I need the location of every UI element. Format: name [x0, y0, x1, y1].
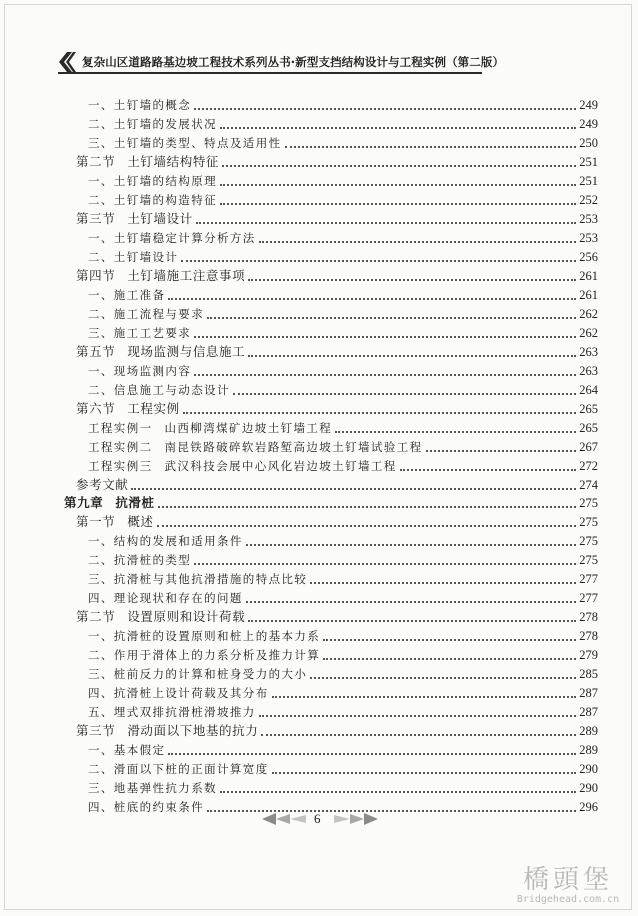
dot-leader	[157, 524, 577, 527]
toc-entry-text: 四、桩底的约束条件	[88, 800, 205, 814]
toc-entry-title	[88, 590, 243, 606]
toc-entry-title	[76, 607, 245, 625]
dot-leader	[196, 221, 576, 224]
dot-leader	[181, 259, 576, 262]
toc-entry-title	[88, 533, 243, 549]
toc-entry-title	[88, 439, 423, 455]
toc-entry-text: 二、作用于滑体上的力系分析及推力计算	[88, 648, 321, 662]
toc-entry-title	[88, 116, 217, 132]
toc-subsection-entry	[88, 229, 598, 246]
toc-page-number: 263	[579, 345, 598, 359]
toc-entry-text: 土钉墙施工注意事项	[127, 268, 246, 283]
toc-page-number: 251	[579, 174, 598, 188]
toc-page-number: 272	[579, 459, 598, 473]
toc-subsection-entry	[88, 419, 598, 436]
toc-entry-title	[76, 399, 180, 417]
toc-entry-text: 二、土钉墙设计	[88, 250, 179, 264]
toc-page-number: 253	[579, 231, 598, 245]
toc-page-number: 267	[579, 440, 598, 454]
toc-entry-text: 一、结构的发展和适用条件	[88, 534, 243, 548]
dot-leader	[168, 752, 576, 755]
toc-entry-text: 一、抗滑桩的设置原则和桩上的基本力系	[88, 629, 321, 643]
toc-page-number: 263	[579, 364, 598, 378]
toc-entry-text: 山西柳湾煤矿边坡土钉墙工程	[164, 421, 333, 435]
toc-entry-title	[88, 761, 269, 777]
toc-entry-label: 第一节	[76, 514, 116, 529]
dot-leader	[246, 600, 576, 603]
toc-entry-label: 第二节	[76, 609, 116, 624]
toc-entry-title	[88, 742, 165, 758]
toc-subsection-entry	[88, 191, 598, 208]
toc-subsection-entry	[88, 646, 598, 663]
toc-entry-title	[76, 512, 154, 530]
toc-entry-label: 第九章	[64, 495, 104, 510]
toc-entry-text: 一、施工准备	[88, 288, 166, 302]
watermark	[508, 866, 628, 908]
dot-leader	[310, 581, 576, 584]
toc-page-number: 279	[579, 648, 598, 662]
toc-page-number: 289	[579, 743, 598, 757]
dot-leader	[248, 354, 576, 357]
toc-entry-title	[76, 266, 245, 284]
toc-subsection-entry	[88, 381, 598, 398]
dot-leader	[233, 392, 576, 395]
toc-entry-text: 设置原则和设计荷载	[127, 609, 246, 624]
toc-entry-title	[88, 230, 256, 246]
toc-entry-text: 一、土钉墙稳定计算分析方法	[88, 231, 256, 245]
dot-leader	[400, 468, 577, 471]
toc-entry-title	[88, 685, 269, 701]
toc-page-number: 251	[579, 155, 598, 169]
toc-subsection-entry	[88, 627, 598, 644]
toc-section-entry	[76, 267, 598, 284]
toc-entry-title	[88, 552, 191, 568]
dot-leader	[323, 638, 576, 641]
dot-leader	[272, 695, 577, 698]
toc-entry-text: 参考文献	[76, 477, 129, 492]
toc-entry-title	[76, 342, 245, 360]
toc-entry-title	[88, 287, 165, 303]
dot-leader	[310, 676, 576, 679]
dot-leader	[168, 297, 576, 300]
toc-entry-label: 第四节	[76, 268, 116, 283]
toc-section-entry	[76, 400, 598, 417]
toc-page-number: 277	[579, 572, 598, 586]
toc-subsection-entry	[88, 551, 598, 568]
toc-subsection-entry	[88, 286, 598, 303]
toc-page-number: 275	[579, 496, 598, 510]
toc-section-entry	[76, 476, 598, 493]
series-title: 复杂山区道路路基边坡工程技术系列丛书·新型支挡结构设计与工程实例（第二版）	[82, 55, 505, 69]
dot-leader	[183, 411, 577, 414]
toc-subsection-entry	[88, 362, 598, 379]
dot-leader	[207, 316, 576, 319]
toc-section-entry	[76, 210, 598, 227]
toc-page-number: 262	[579, 307, 598, 321]
toc-entry-title	[88, 173, 217, 189]
toc-entry-text: 二、滑面以下桩的正面计算宽度	[88, 762, 269, 776]
dot-leader	[220, 202, 576, 205]
toc-entry-text: 三、土钉墙的类型、特点及适用性	[88, 136, 282, 150]
toc-entry-title	[76, 209, 193, 227]
toc-entry-title	[88, 325, 191, 341]
toc-entry-text: 一、土钉墙的概念	[88, 98, 192, 112]
toc-entry-title	[88, 135, 282, 151]
toc-entry-title	[76, 475, 128, 493]
toc-entry-label: 第五节	[76, 344, 116, 359]
toc-entry-text: 四、抗滑桩上设计荷载及其分布	[88, 686, 269, 700]
toc-entry-label: 第三节	[76, 723, 116, 738]
left-arrow-ornament-icon	[262, 813, 308, 825]
toc-entry-title	[88, 647, 320, 663]
toc-page-number: 253	[579, 212, 598, 226]
toc-subsection-entry	[88, 760, 598, 777]
toc-entry-title	[88, 458, 397, 474]
toc-page-number: 264	[579, 383, 598, 397]
watermark-url: Bridgehead.com.cn	[516, 894, 620, 905]
toc-subsection-entry	[88, 779, 598, 796]
toc-subsection-entry	[88, 248, 598, 265]
toc-page-number: 275	[579, 534, 598, 548]
toc-entry-label: 第三节	[76, 211, 116, 226]
dot-leader	[259, 714, 577, 717]
toc-entry-text: 概述	[127, 514, 154, 529]
toc-entry-label: 工程实例一	[88, 421, 153, 435]
toc-entry-title	[88, 249, 178, 265]
toc-page-number: 290	[579, 762, 598, 776]
toc-entry-text: 武汉科技会展中心风化岩边坡土钉墙工程	[164, 459, 397, 473]
toc-subsection-entry	[88, 172, 598, 189]
dot-leader	[248, 619, 576, 622]
toc-entry-label: 第二节	[76, 154, 116, 169]
toc-entry-label: 工程实例二	[88, 440, 153, 454]
dot-leader	[259, 240, 577, 243]
toc-entry-text: 二、抗滑桩的类型	[88, 553, 192, 567]
toc-entry-text: 一、土钉墙的结构原理	[88, 174, 217, 188]
toc-entry-title	[88, 704, 256, 720]
dot-leader	[220, 126, 576, 129]
dot-leader	[222, 164, 576, 167]
toc-subsection-entry	[88, 570, 598, 587]
toc-page-number: 278	[579, 629, 598, 643]
dot-leader	[220, 790, 576, 793]
toc-entry-text: 土钉墙结构特征	[127, 154, 220, 169]
toc-subsection-entry	[88, 115, 598, 132]
toc-subsection-entry	[88, 457, 598, 474]
toc-subsection-entry	[88, 305, 598, 322]
toc-entry-title	[88, 363, 191, 379]
toc-page-number: 278	[579, 610, 598, 624]
toc-entry-label: 第六节	[76, 401, 116, 416]
dot-leader	[194, 107, 576, 110]
page-number: 6	[314, 811, 321, 826]
toc-subsection-entry	[88, 134, 598, 151]
dot-leader	[261, 733, 576, 736]
toc-entry-text: 五、埋式双排抗滑桩滑坡推力	[88, 705, 256, 719]
dot-leader	[194, 373, 576, 376]
dot-leader	[246, 543, 576, 546]
toc-page-number: 249	[579, 117, 598, 131]
toc-entry-text: 滑动面以下地基的抗力	[127, 723, 259, 738]
toc-subsection-entry	[88, 684, 598, 701]
toc-entry-title	[76, 721, 258, 739]
toc-entry-title	[88, 780, 217, 796]
toc-page-number: 296	[579, 800, 598, 814]
dot-leader	[272, 771, 577, 774]
dot-leader	[335, 430, 576, 433]
toc-entry-text: 三、地基弹性抗力系数	[88, 781, 217, 795]
toc-entry-title	[88, 799, 204, 815]
toc-page-number: 265	[579, 421, 598, 435]
toc-section-entry	[76, 608, 598, 625]
toc-entry-text: 三、施工工艺要求	[88, 326, 192, 340]
toc-section-entry	[76, 722, 598, 739]
toc-entry-title	[88, 571, 307, 587]
toc-entry-title	[76, 152, 219, 170]
toc-page-number: 252	[579, 193, 598, 207]
toc-entry-text: 三、桩前反力的计算和桩身受力的大小	[88, 667, 308, 681]
toc-entry-text: 二、施工流程与要求	[88, 307, 205, 321]
toc-page-number: 274	[579, 478, 598, 492]
toc-subsection-entry	[88, 589, 598, 606]
toc-page-number: 290	[579, 781, 598, 795]
toc-entry-text: 二、土钉墙的发展状况	[88, 117, 217, 131]
dot-leader	[285, 145, 577, 148]
toc-page-number: 261	[579, 269, 598, 283]
toc-subsection-entry	[88, 665, 598, 682]
dot-leader	[426, 449, 577, 452]
toc-entry-title	[64, 493, 155, 511]
watermark-logo-text: 橋頭堡	[522, 865, 613, 895]
dot-leader	[158, 505, 577, 508]
toc-section-entry	[76, 513, 598, 530]
toc-entry-text: 抗滑桩	[115, 495, 155, 510]
toc-page-number: 262	[579, 326, 598, 340]
toc-subsection-entry	[88, 532, 598, 549]
toc-entry-title	[88, 97, 191, 113]
toc-subsection-entry	[88, 438, 598, 455]
toc-chapter-entry	[64, 494, 598, 511]
dot-leader	[220, 183, 576, 186]
toc-entry-text: 南昆铁路破碎软岩路堑高边坡土钉墙试验工程	[164, 440, 423, 454]
toc-page-number: 277	[579, 591, 598, 605]
toc-entry-text: 二、土钉墙的构造特征	[88, 193, 217, 207]
toc-entry-text: 现场监测与信息施工	[127, 344, 246, 359]
toc-page-number: 275	[579, 553, 598, 567]
toc-entry-text: 工程实例	[127, 401, 180, 416]
toc-page-number: 265	[579, 402, 598, 416]
toc-entry-text: 土钉墙设计	[127, 211, 193, 226]
toc-entry-text: 一、基本假定	[88, 743, 166, 757]
toc-section-entry	[76, 153, 598, 170]
toc-entry-title	[88, 666, 307, 682]
toc-subsection-entry	[88, 96, 598, 113]
toc-entry-text: 二、信息施工与动态设计	[88, 383, 230, 397]
toc-page-number: 289	[579, 724, 598, 738]
toc-page-number: 261	[579, 288, 598, 302]
toc-entry-label: 工程实例三	[88, 459, 153, 473]
toc-entry-title	[88, 420, 332, 436]
toc-page-number: 250	[579, 136, 598, 150]
toc-entry-title	[88, 382, 230, 398]
toc-page-number: 287	[579, 686, 598, 700]
toc-page-number: 249	[579, 98, 598, 112]
dot-leader	[194, 562, 576, 565]
toc-page-number: 275	[579, 515, 598, 529]
toc-subsection-entry	[88, 324, 598, 341]
toc-page-number: 285	[579, 667, 598, 681]
dot-leader	[248, 278, 576, 281]
toc-entry-text: 一、现场监测内容	[88, 364, 192, 378]
toc-entry-title	[88, 192, 217, 208]
toc-page-number: 287	[579, 705, 598, 719]
toc-subsection-entry	[88, 741, 598, 758]
dot-leader	[194, 335, 576, 338]
dot-leader	[323, 657, 576, 660]
page-footer	[262, 810, 378, 828]
right-arrow-ornament-icon	[332, 813, 378, 825]
toc-section-entry	[76, 343, 598, 360]
dot-leader	[131, 487, 576, 490]
toc-page-number: 256	[579, 250, 598, 264]
toc-entry-text: 四、理论现状和存在的问题	[88, 591, 243, 605]
toc-entry-title	[88, 306, 204, 322]
toc-entry-text: 三、抗滑桩与其他抗滑措施的特点比较	[88, 572, 308, 586]
toc-subsection-entry	[88, 703, 598, 720]
toc-entry-title	[88, 628, 320, 644]
